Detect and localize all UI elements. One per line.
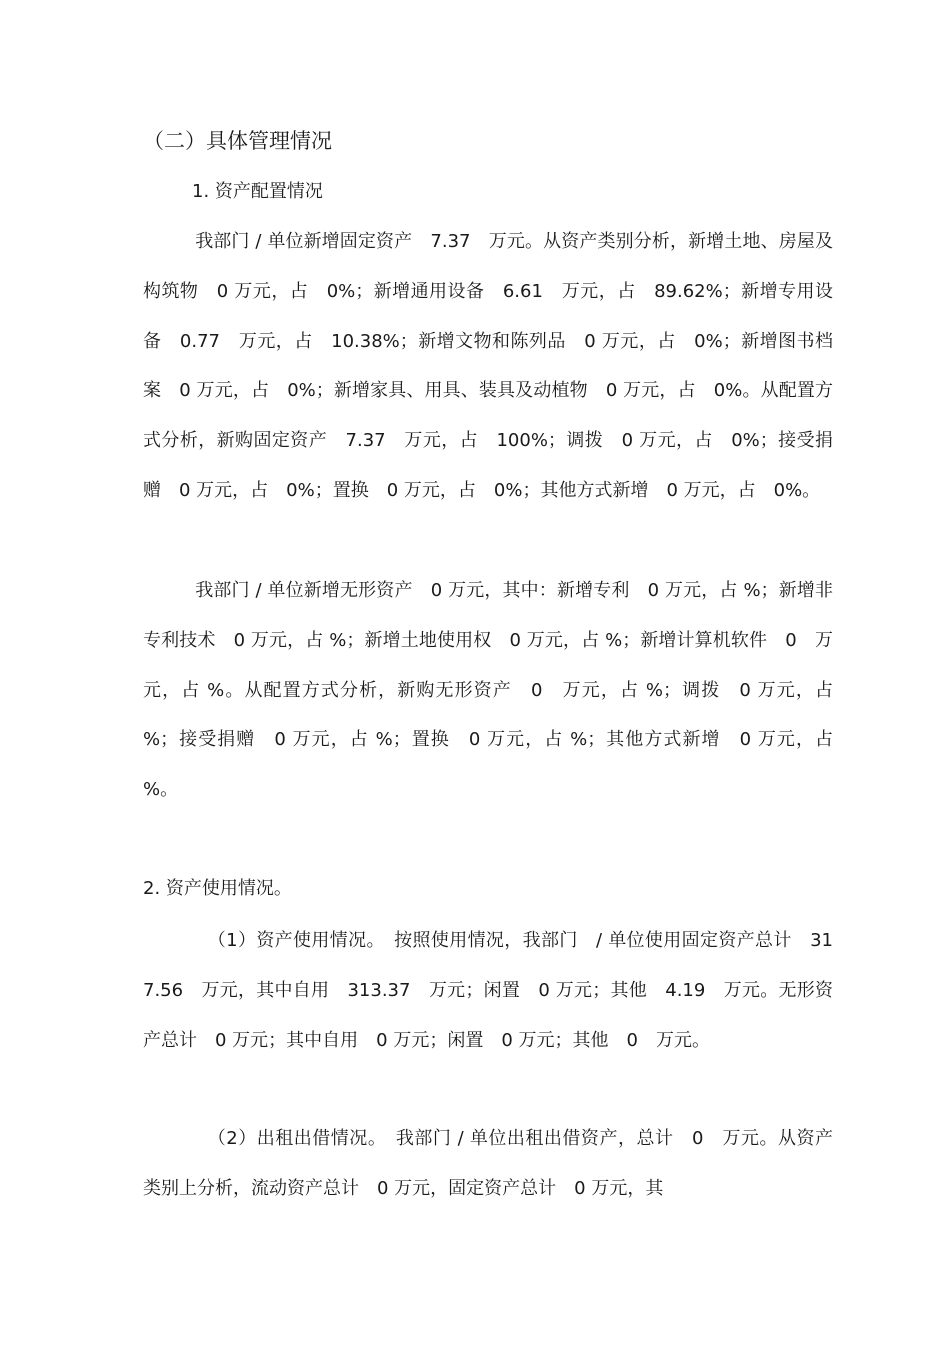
section-heading: （二）具体管理情况 [143,129,332,153]
subsection-heading-asset-usage: 2. 资产使用情况。 [143,878,292,899]
paragraph-fixed-assets: 我部门 / 单位新增固定资产 7.37 万元。从资产类别分析，新增土地、房屋及构筑物 0 万元，占 0%；新增通用设备 6.61 万元，占 89.62%；新增专用设备 0.77 万元，占 10.38%；新增文物和陈列品 0 万元，占 0%；新增图书档案 0 万元，占 0%；新增家具、用具、装具及动植物 0 万元，占 0%。从配置方式分析，新购固定资产 7.37 万元，占 100%；调拨 0 万元，占 0%；接受捐赠 0 万元，占 0%；置换 0 万元，占 0%；其他方式新增 0 万元，占 0%。 [143,231,833,501]
paragraph-intangible-assets: 我部门 / 单位新增无形资产 0 万元，其中：新增专利 0 万元，占 %；新增非专利技术 0 万元，占 %；新增土地使用权 0 万元，占 %；新增计算机软件 0 万元，占 %。从配置方式分析，新购无形资产 0 万元，占 %；调拨 0 万元，占 %；接受捐赠 0 万元，占 %；置换 0 万元，占 %；其他方式新增 0 万元，占 %。 [143,580,833,801]
paragraph-rental-lending: （2）出租出借情况。 我部门 / 单位出租出借资产，总计 0 万元。从资产类别上分析，流动资产总计 0 万元，固定资产总计 0 万元，其 [143,1128,833,1199]
subsection-heading-asset-allocation: 1. 资产配置情况 [192,181,323,202]
paragraph-asset-usage: （1）资产使用情况。 按照使用情况，我部门 / 单位使用固定资产总计 317.56 万元，其中自用 313.37 万元；闲置 0 万元；其他 4.19 万元。无形资产总计 0 万元；其中自用 0 万元；闲置 0 万元；其他 0 万元。 [143,930,833,1051]
